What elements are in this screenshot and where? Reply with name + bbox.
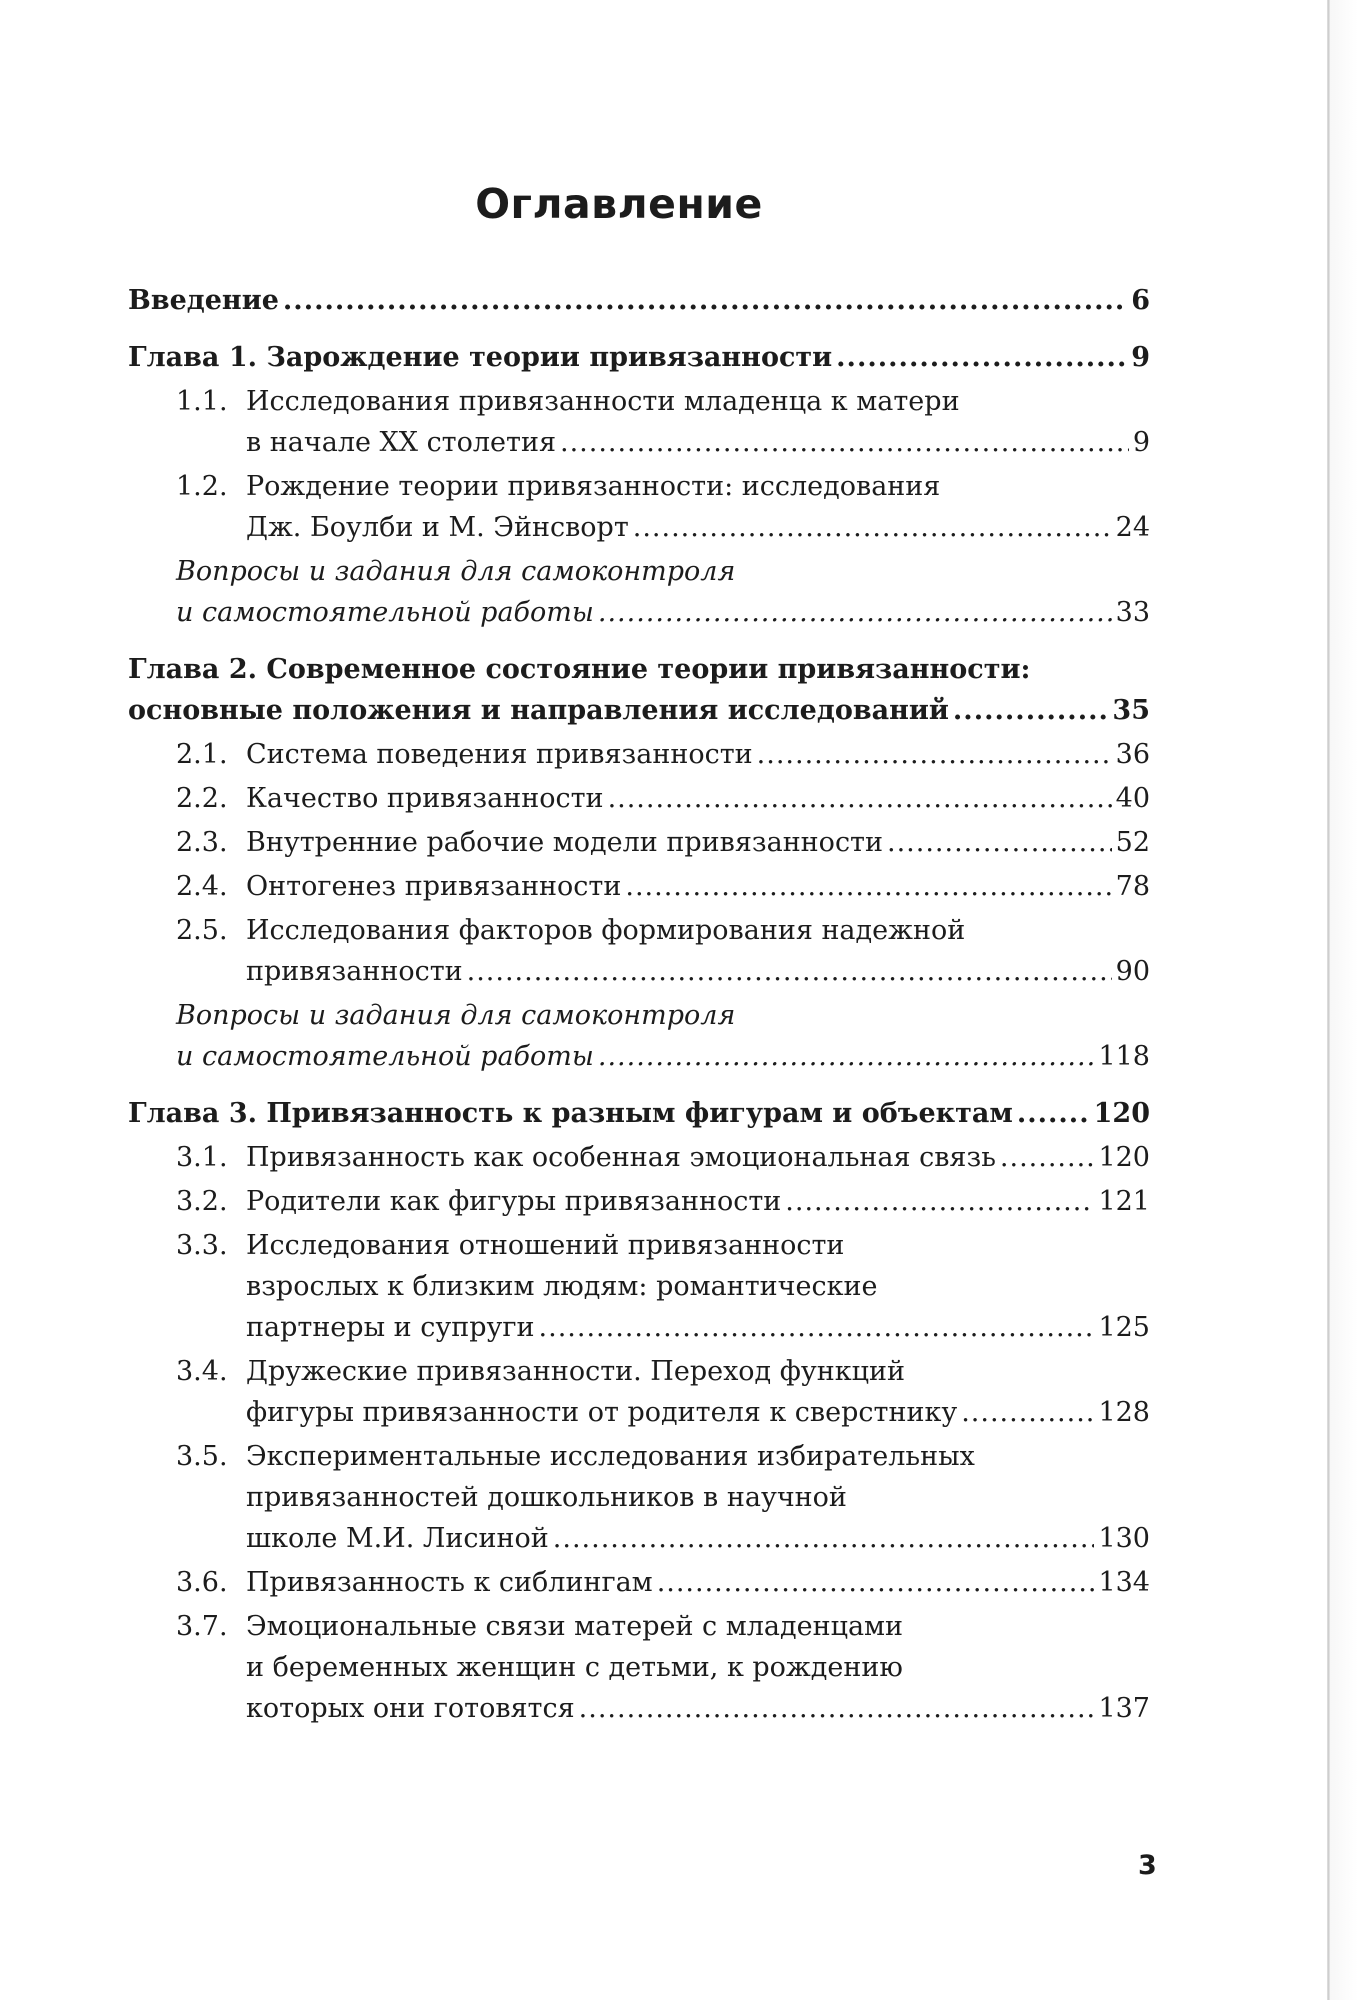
section-title-line: Экспериментальные исследования избирательных (246, 1441, 975, 1472)
leader-dots (836, 337, 1127, 378)
section-number: 2.1. (176, 739, 228, 770)
section-title-line: и беременных женщин с детьми, к рождению (246, 1652, 903, 1683)
leader-dots (579, 1688, 1095, 1729)
leader-dots (539, 1307, 1095, 1348)
section-title-line: Исследования отношений привязанности (246, 1230, 845, 1261)
toc-section-2-4[interactable] (128, 866, 1150, 907)
toc-chapter-1[interactable] (128, 337, 1150, 378)
section-title-line: Рождение теории привязанности: исследования (246, 471, 941, 502)
toc-page-number: 128 (1098, 1397, 1150, 1428)
leader-dots (633, 507, 1112, 548)
toc-section-3-4[interactable] (128, 1351, 1150, 1433)
toc-section-1-2[interactable] (128, 466, 1150, 548)
section-title-line: Эмоциональные связи матерей с младенцами (246, 1611, 904, 1642)
chapter-title: Глава 1. Зарождение теории привязанности (128, 342, 833, 373)
section-title-line: Дружеские привязанности. Переход функций (246, 1356, 906, 1387)
chapter-title-line: Глава 2. Современное состояние теории привязанности: (128, 654, 1031, 685)
section-number: 3.3. (176, 1230, 228, 1261)
section-title-line: Дж. Боулби и М. Эйнсворт (246, 512, 629, 543)
section-title-line: партнеры и супруги (246, 1312, 535, 1343)
toc-page-number: 24 (1115, 512, 1150, 543)
leader-dots (560, 422, 1129, 463)
toc-section-3-3[interactable] (128, 1225, 1150, 1348)
toc-section-3-5[interactable] (128, 1436, 1150, 1559)
section-title: Привязанность к сиблингам (246, 1567, 653, 1598)
table-of-contents (128, 280, 1150, 1729)
leader-dots (961, 1392, 1094, 1433)
questions-title-line: Вопросы и задания для самоконтроля (176, 556, 736, 587)
leader-dots (283, 280, 1127, 321)
leader-dots (757, 734, 1112, 775)
page-title: Оглавление (475, 180, 763, 228)
toc-page-number: 130 (1098, 1523, 1150, 1554)
leader-dots (1017, 1093, 1090, 1134)
toc-intro[interactable] (128, 280, 1150, 321)
toc-intro-label: Введение (128, 285, 279, 316)
leader-dots (467, 951, 1112, 992)
toc-page-number: 118 (1098, 1041, 1150, 1072)
section-title-line: фигуры привязанности от родителя к сверстнику (246, 1397, 958, 1428)
section-number: 2.3. (176, 827, 228, 858)
section-number: 1.1. (176, 386, 228, 417)
toc-page-number: 9 (1131, 342, 1150, 373)
toc-section-2-3[interactable] (128, 822, 1150, 863)
toc-chapter-3[interactable] (128, 1093, 1150, 1134)
toc-section-3-1[interactable] (128, 1137, 1150, 1178)
toc-page-number: 137 (1098, 1693, 1150, 1724)
toc-page-number: 125 (1098, 1312, 1150, 1343)
leader-dots (953, 690, 1109, 731)
section-title: Родители как фигуры привязанности (246, 1186, 782, 1217)
leader-dots (785, 1181, 1094, 1222)
toc-page-number: 120 (1098, 1142, 1150, 1173)
chapter-title: Глава 3. Привязанность к разным фигурам и объектам (128, 1098, 1013, 1129)
toc-page-number: 78 (1115, 871, 1150, 902)
section-title-line: взрослых к близким людям: романтические (246, 1271, 878, 1302)
questions-title-line: и самостоятельной работы (176, 597, 594, 628)
section-title-line: Исследования привязанности младенца к матери (246, 386, 960, 417)
section-title: Привязанность как особенная эмоциональная связь (246, 1142, 996, 1173)
chapter-title-line: основные положения и направления исследований (128, 695, 949, 726)
section-title: Онтогенез привязанности (246, 871, 622, 902)
toc-section-2-2[interactable] (128, 778, 1150, 819)
section-number: 3.2. (176, 1186, 228, 1217)
section-number: 1.2. (176, 471, 228, 502)
section-title-line: школе М.И. Лисиной (246, 1523, 549, 1554)
toc-section-2-1[interactable] (128, 734, 1150, 775)
section-title-line: Исследования факторов формирования надежной (246, 915, 966, 946)
questions-title-line: Вопросы и задания для самоконтроля (176, 1000, 736, 1031)
section-title: Система поведения привязанности (246, 739, 753, 770)
toc-section-3-7[interactable] (128, 1606, 1150, 1729)
section-number: 3.5. (176, 1441, 228, 1472)
toc-page-number: 36 (1115, 739, 1150, 770)
leader-dots (1000, 1137, 1095, 1178)
section-title: Качество привязанности (246, 783, 604, 814)
toc-page-number: 52 (1115, 827, 1150, 858)
section-title: Внутренние рабочие модели привязанности (246, 827, 883, 858)
toc-page-number: 40 (1115, 783, 1150, 814)
page-shadow (1330, 0, 1358, 2000)
section-number: 3.7. (176, 1611, 228, 1642)
leader-dots (598, 592, 1112, 633)
section-title-line: привязанностей дошкольников в научной (246, 1482, 847, 1513)
section-number: 2.4. (176, 871, 228, 902)
toc-questions-2[interactable] (128, 995, 1150, 1077)
section-title-line: в начале XX столетия (246, 427, 556, 458)
page-number-footer: 3 (1138, 1850, 1157, 1881)
section-number: 3.1. (176, 1142, 228, 1173)
toc-page-number: 121 (1098, 1186, 1150, 1217)
toc-page-number: 120 (1093, 1098, 1150, 1129)
toc-chapter-2[interactable] (128, 649, 1150, 731)
section-title-line: которых они готовятся (246, 1693, 575, 1724)
section-number: 3.6. (176, 1567, 228, 1598)
leader-dots (553, 1518, 1095, 1559)
toc-page-number: 33 (1115, 597, 1150, 628)
section-title-line: привязанности (246, 956, 463, 987)
section-number: 2.5. (176, 915, 228, 946)
toc-page-number: 134 (1098, 1567, 1150, 1598)
toc-section-3-2[interactable] (128, 1181, 1150, 1222)
section-number: 2.2. (176, 783, 228, 814)
page-edge (1327, 0, 1330, 2000)
toc-section-3-6[interactable] (128, 1562, 1150, 1603)
toc-page-number: 35 (1112, 695, 1150, 726)
toc-page-number: 6 (1131, 285, 1150, 316)
leader-dots (608, 778, 1112, 819)
toc-section-2-5[interactable] (128, 910, 1150, 992)
leader-dots (887, 822, 1112, 863)
toc-questions-1[interactable] (128, 551, 1150, 633)
leader-dots (598, 1036, 1095, 1077)
toc-section-1-1[interactable] (128, 381, 1150, 463)
section-number: 3.4. (176, 1356, 228, 1387)
leader-dots (625, 866, 1111, 907)
toc-page-number: 90 (1115, 956, 1150, 987)
questions-title-line: и самостоятельной работы (176, 1041, 594, 1072)
toc-page-number: 9 (1132, 427, 1150, 458)
leader-dots (657, 1562, 1095, 1603)
